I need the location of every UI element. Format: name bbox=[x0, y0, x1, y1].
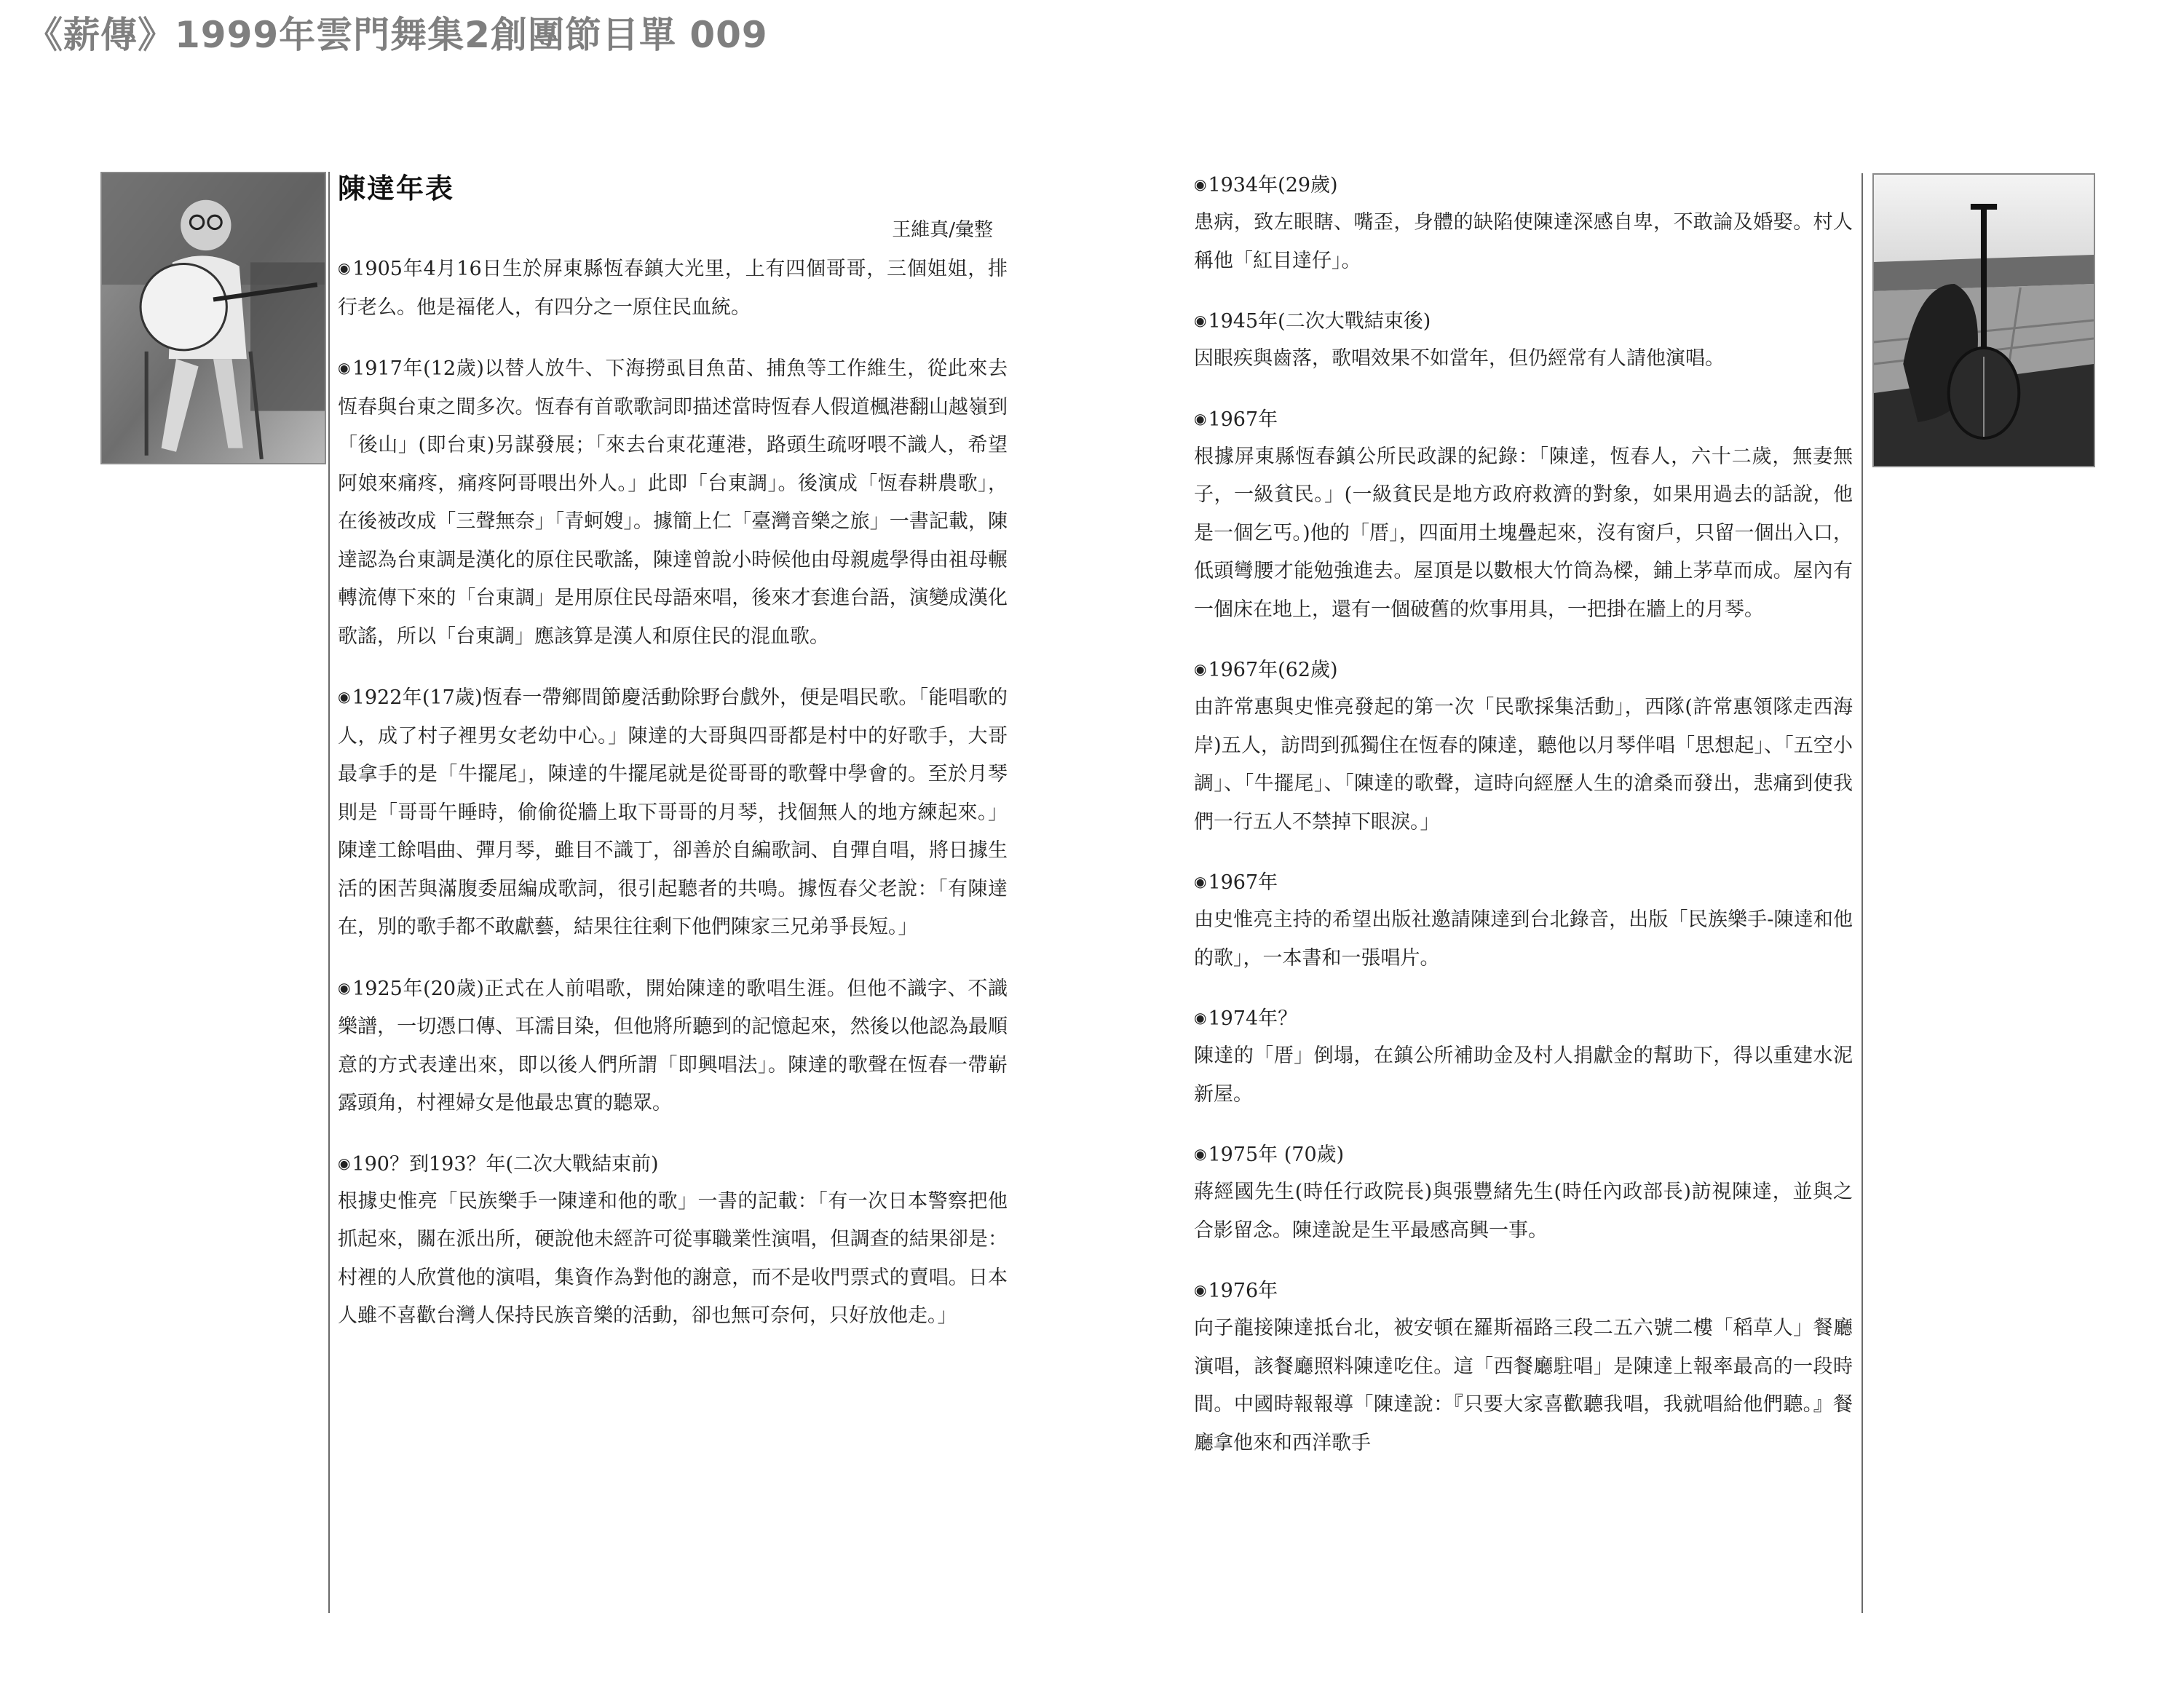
bullet-icon: ◉ bbox=[338, 978, 352, 996]
entry-text: 陳達的「厝」倒塌，在鎮公所補助金及村人捐獻金的幫助下，得以重建水泥新屋。 bbox=[1194, 1045, 1853, 1106]
entry-year: 1974年？ bbox=[1208, 1007, 1298, 1030]
bullet-icon: ◉ bbox=[338, 1154, 351, 1172]
bullet-icon: ◉ bbox=[1194, 873, 1207, 890]
entry-text: 根據史惟亮「民族樂手一陳達和他的歌」一書的記載：「有一次日本警察把他抓起來，關在派出所，硬說他未經許可從事職業性演唱，但調查的結果卻是：村裡的人欣賞他的演唱，集資作為對他的謝意，而不是收門票式的賣唱。日本人雖不喜歡台灣人保持民族音樂的活動，卻也無可奈何，只好放他走。」 bbox=[338, 1189, 1008, 1327]
entry-text: 根據屏東縣恆春鎮公所民政課的紀錄：「陳達，恆春人，六十二歲，無妻無子，一級貧民。」(一級貧民是地方政府救濟的對象，如果用過去的話說，他是一個乞丐。)他的「厝」，四面用土塊疊起來，沒有窗戶，只留一個出入口，低頭彎腰才能勉強進去。屋頂是以數根大竹筒為樑，鋪上茅草而成。屋內有一個床在地上，還有一個破舊的炊事用具，一把掛在牆上的月琴。 bbox=[1194, 445, 1853, 621]
timeline-entry bbox=[1194, 302, 1853, 379]
entry-text: 因眼疾與齒落，歌唱效果不如當年，但仍經常有人請他演唱。 bbox=[1194, 347, 1725, 370]
right-column-rule bbox=[1861, 173, 1863, 1613]
entry-text: 由許常惠與史惟亮發起的第一次「民歌採集活動」，西隊(許常惠領隊走西海岸)五人，訪問到孤獨住在恆春的陳達，聽他以月琴伴唱「思想起」、「五空小調」、「牛擺尾」、「陳達的歌聲，這時向經歷人生的滄桑而發出，悲痛到使我們一行五人不禁掉下眼淚。」 bbox=[1194, 696, 1853, 833]
entry-text: 1917年(12歲)以替人放牛、下海撈虱目魚苗、捕魚等工作維生，從此來去恆春與台東之間多次。恆春有首歌歌詞即描述當時恆春人假道楓港翻山越嶺到「後山」(即台東)另謀發展；「來去台東花蓮港，路頭生疏呀喂不識人，希望阿娘來痛疼，痛疼阿哥喂出外人。」此即「台東調」。後演成「恆春耕農歌」，在後被改成「三聲無奈」「青蚵嫂」。據簡上仁「臺灣音樂之旅」一書記載，陳達認為台東調是漢化的原住民歌謠，陳達曾說小時候他由母親處學得由祖母輾轉流傳下來的「台東調」是用原住民母語來唱，後來才套進台語，演變成漢化歌謠，所以「台東調」應該算是漢人和原住民的混血歌。 bbox=[338, 357, 1008, 648]
bullet-icon: ◉ bbox=[1194, 1281, 1207, 1299]
entry-text: 蔣經國先生(時任行政院長)與張豐緒先生(時任內政部長)訪視陳達，並與之合影留念。陳達說是生平最感高興一事。 bbox=[1194, 1181, 1853, 1242]
entry-year: 1934年(29歲) bbox=[1208, 174, 1338, 197]
entry-text: 由史惟亮主持的希望出版社邀請陳達到台北錄音，出版「民族樂手-陳達和他的歌」，一本書和一張唱片。 bbox=[1194, 908, 1853, 970]
left-column-rule bbox=[328, 172, 330, 1613]
entry-text: 患病，致左眼瞎、嘴歪，身體的缺陷使陳達深感自卑，不敢論及婚娶。村人稱他「紅目達仔」。 bbox=[1194, 211, 1853, 272]
bullet-icon: ◉ bbox=[1194, 1009, 1207, 1026]
timeline-entry bbox=[1194, 400, 1853, 630]
photo-moon-lute-on-hill bbox=[1872, 173, 2095, 467]
bullet-icon: ◉ bbox=[1194, 175, 1207, 193]
timeline-entry bbox=[338, 1145, 1008, 1336]
entry-year: 1975年 (70歲) bbox=[1208, 1144, 1345, 1166]
bullet-icon: ◉ bbox=[338, 688, 351, 705]
entry-text: 1905年4月16日生於屏東縣恆春鎮大光里，上有四個哥哥，三個姐姐，排行老么。他是福佬人，有四分之一原住民血統。 bbox=[338, 258, 1008, 319]
page-header-title: 《薪傳》1999年雲門舞集2創團節目單 009 bbox=[26, 14, 768, 56]
article-title: 陳達年表 bbox=[338, 172, 455, 205]
entry-text: 向子龍接陳達抵台北，被安頓在羅斯福路三段二五六號二樓「稻草人」餐廳演唱，該餐廳照料陳達吃住。這「西餐廳駐唱」是陳達上報率最高的一段時間。中國時報報導「陳達說：『只要大家喜歡聽我唱，我就唱給他們聽。』餐廳拿他來和西洋歌手 bbox=[1194, 1317, 1853, 1454]
bullet-icon: ◉ bbox=[1194, 312, 1207, 329]
photo-chen-da-with-moon-lute bbox=[100, 172, 326, 464]
timeline-entry bbox=[1194, 1136, 1853, 1250]
entry-year: 1976年 bbox=[1208, 1280, 1278, 1302]
article-editor-credit: 王維真/彙整 bbox=[892, 219, 993, 241]
timeline-right-column bbox=[1194, 166, 1853, 1484]
timeline-entry bbox=[1194, 1272, 1853, 1462]
entry-text: 1922年(17歲)恆春一帶鄉間節慶活動除野台戲外，便是唱民歌。「能唱歌的人，成了村子裡男女老幼中心。」陳達的大哥與四哥都是村中的好歌手，大哥最拿手的是「牛擺尾」，陳達的牛擺尾就是從哥哥的歌聲中學會的。至於月琴則是「哥哥午睡時，偷偷從牆上取下哥哥的月琴，找個無人的地方練起來。」陳達工餘唱曲、彈月琴，雖目不識丁，卻善於自編歌詞、自彈自唱，將日據生活的困苦與滿腹委屈編成歌詞，很引起聽者的共鳴。據恆春父老說：「有陳達在，別的歌手都不敢獻藝，結果往往剩下他們陳家三兄弟爭長短。」 bbox=[338, 686, 1008, 938]
entry-year: 190？到193？年(二次大戰結束前) bbox=[352, 1152, 659, 1176]
timeline-entry bbox=[1194, 863, 1853, 978]
timeline-entry bbox=[1194, 651, 1853, 841]
entry-year: 1967年(62歲) bbox=[1208, 659, 1338, 681]
timeline-entry bbox=[1194, 999, 1853, 1114]
bullet-icon: ◉ bbox=[338, 259, 352, 277]
bullet-icon: ◉ bbox=[338, 359, 352, 376]
entry-text: 1925年(20歲)正式在人前唱歌，開始陳達的歌唱生涯。但他不識字、不識樂譜，一切憑口傳、耳濡目染，但他將所聽到的記憶起來，然後以他認為最順意的方式表達出來，即以後人們所謂「即興唱法」。陳達的歌聲在恆春一帶嶄露頭角，村裡婦女是他最忠實的聽眾。 bbox=[338, 977, 1008, 1114]
timeline-left-column bbox=[338, 166, 1008, 1358]
timeline-entry bbox=[338, 349, 1008, 656]
timeline-entry bbox=[1194, 166, 1853, 280]
entry-year: 1967年 bbox=[1208, 871, 1278, 894]
timeline-entry bbox=[338, 249, 1008, 327]
entry-year: 1945年(二次大戰結束後) bbox=[1208, 310, 1431, 333]
entry-year: 1967年 bbox=[1208, 408, 1278, 431]
timeline-entry bbox=[338, 969, 1008, 1123]
timeline-entry bbox=[338, 678, 1008, 947]
bullet-icon: ◉ bbox=[1194, 660, 1207, 678]
bullet-icon: ◉ bbox=[1194, 1145, 1207, 1162]
bullet-icon: ◉ bbox=[1194, 409, 1207, 427]
